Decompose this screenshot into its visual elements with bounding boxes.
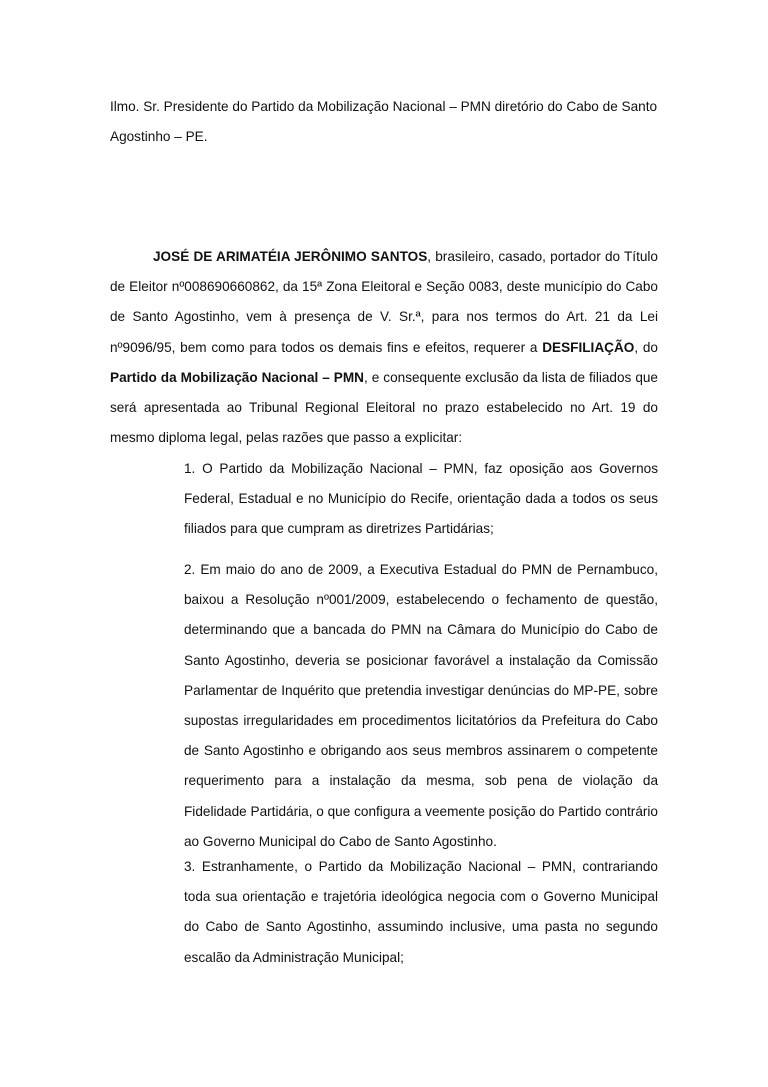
request-keyword: DESFILIAÇÃO <box>542 339 635 355</box>
reason-item-1: 1. O Partido da Mobilização Nacional – PMN, faz oposição aos Governos Federal, Estadual e no Município do Recife, orientação dada a todos os seus filiados para que cumpram as diretrizes Partidárias; <box>184 461 658 537</box>
request-text-1: , brasileiro, casado, portador do Título de Eleitor nº008690660862, da 15ª Zona Eleitoral e Seção 0083, deste município do Cabo de Santo Agostinho, vem à presença de V. Sr.ª, para nos termos do Art. 21 da Lei nº9096/95, bem como para todos os demais fins e efeitos, requerer a <box>110 249 658 355</box>
request-paragraph <box>110 242 658 453</box>
addressee-line: Ilmo. Sr. Presidente do Partido da Mobilização Nacional – PMN diretório do Cabo de Santo Agostinho – PE. <box>110 99 658 144</box>
reason-item-2: 2. Em maio do ano de 2009, a Executiva Estadual do PMN de Pernambuco, baixou a Resolução nº001/2009, estabelecendo o fechamento de questão, determinando que a bancada do PMN na Câmara do Município do Cabo de Santo Agostinho, deveria se posicionar favorável a instalação da Comissão Parlamentar de Inquérito que pretendia investigar denúncias do MP-PE, sobre supostas irregularidades em procedimentos licitatórios da Prefeitura do Cabo de Santo Agostinho e obrigando aos seus membros assinarem o competente requerimento para a instalação da mesma, sob pena de violação da Fidelidade Partidária, o que configura a veemente posição do Partido contrário ao Governo Municipal do Cabo de Santo Agostinho. <box>184 562 658 849</box>
party-name: Partido da Mobilização Nacional – PMN <box>110 369 364 385</box>
request-text-3: , e consequente exclusão da lista de filiados que será apresentada ao Tribunal Regional Eleitoral no prazo estabelecido no Art. 19 do mesmo diploma legal, pelas razões que passo a explicitar: <box>110 369 658 446</box>
requester-name: JOSÉ DE ARIMATÉIA JERÔNIMO SANTOS <box>153 249 428 264</box>
request-text-2: , do <box>634 339 658 355</box>
reason-item-3: 3. Estranhamente, o Partido da Mobilização Nacional – PMN, contrariando toda sua orientação e trajetória ideológica negocia com o Governo Municipal do Cabo de Santo Agostinho, assumindo inclusive, uma pasta no segundo escalão da Administração Municipal; <box>184 859 658 965</box>
